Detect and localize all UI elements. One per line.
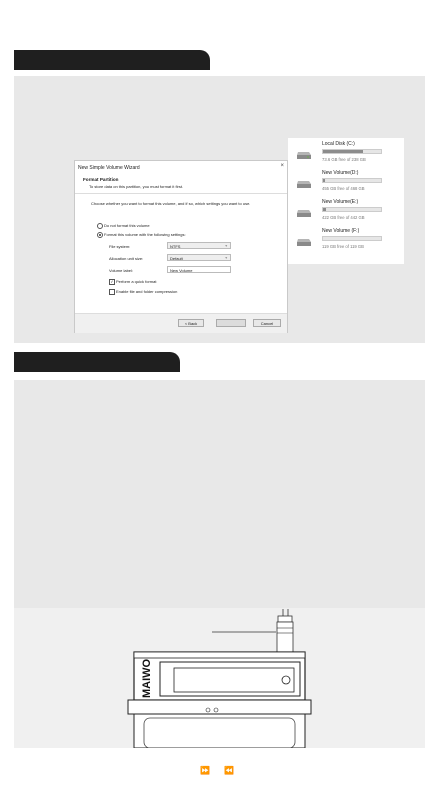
radio-no-format[interactable] <box>97 223 103 229</box>
drive-free-space: 119 GB free of 119 GB <box>322 244 364 249</box>
drive-usage-bar <box>322 207 382 212</box>
alloc-size-label: Allocation unit size: <box>109 256 144 261</box>
quick-format-checkbox[interactable]: ✓ <box>110 279 114 284</box>
drive-free-space: 455 GB free of 468 GB <box>322 186 365 191</box>
format-wizard-window <box>74 160 288 333</box>
panel-2-text <box>14 380 425 608</box>
compression-label: Enable file and folder compression <box>116 289 178 294</box>
drive-usage-fill <box>323 179 325 182</box>
drive-usage-fill <box>323 208 326 211</box>
next-button[interactable] <box>216 319 246 327</box>
hard-drive-icon <box>296 150 312 160</box>
file-system-label: File system: <box>109 244 131 249</box>
section-header-2 <box>14 352 180 372</box>
drive-enclosure-illustration <box>120 606 320 748</box>
drives-panel <box>288 138 404 264</box>
drive-name: New Volume(D:) <box>322 170 359 176</box>
file-system-value: NTFS <box>170 244 181 249</box>
wizard-header-subtitle: To store data on this partition, you must format it first. <box>89 184 184 189</box>
alloc-size-select[interactable] <box>167 254 231 261</box>
compression-checkbox[interactable] <box>109 289 115 295</box>
wizard-footer <box>75 313 287 333</box>
radio-format[interactable] <box>97 232 103 238</box>
drive-item[interactable] <box>296 170 396 198</box>
wizard-header <box>75 173 287 194</box>
page-nav <box>200 766 248 775</box>
close-icon[interactable]: × <box>280 163 284 169</box>
alloc-size-value: Default <box>170 256 183 261</box>
drive-item[interactable] <box>296 228 396 256</box>
hard-drive-icon <box>296 237 312 247</box>
volume-label-value: New Volume <box>170 268 193 273</box>
wizard-prompt: Choose whether you want to format this volume, and if so, which settings you want to use. <box>91 201 251 206</box>
drive-item[interactable] <box>296 141 396 169</box>
section-header-1 <box>14 50 210 70</box>
drive-free-space: 422 GB free of 442 GB <box>322 215 365 220</box>
cancel-button[interactable]: Cancel <box>253 319 281 327</box>
chevron-down-icon: ▼ <box>224 256 228 260</box>
volume-label-input[interactable] <box>167 266 231 273</box>
drive-name: New Volume (F:) <box>322 228 360 234</box>
quick-format-label: Perform a quick format <box>116 279 157 284</box>
drive-free-space: 73.6 GB free of 238 GB <box>322 157 366 162</box>
wizard-title: New Simple Volume Wizard <box>78 165 140 171</box>
drive-name: Local Disk (C:) <box>322 141 355 147</box>
drive-name: New Volume(E:) <box>322 199 359 205</box>
radio-format-label: Format this volume with the following settings: <box>104 232 186 237</box>
radio-no-format-label: Do not format this volume <box>104 223 150 228</box>
rewind-icon[interactable]: ⏪ <box>223 766 248 775</box>
hard-drive-icon <box>296 208 312 218</box>
file-system-select[interactable] <box>167 242 231 249</box>
wizard-header-title: Format Partition <box>83 177 119 182</box>
drive-usage-bar <box>322 178 382 183</box>
fast-forward-icon[interactable]: ⏩ <box>200 766 224 775</box>
drive-usage-bar <box>322 149 382 154</box>
drive-item[interactable] <box>296 199 396 227</box>
hard-drive-icon <box>296 179 312 189</box>
drive-usage-fill <box>323 150 363 153</box>
drive-usage-bar <box>322 236 382 241</box>
brand-logo: MAIWO <box>141 658 153 698</box>
chevron-down-icon: ▼ <box>224 244 228 248</box>
volume-label-label: Volume label: <box>109 268 134 273</box>
back-button[interactable]: < Back <box>178 319 204 327</box>
